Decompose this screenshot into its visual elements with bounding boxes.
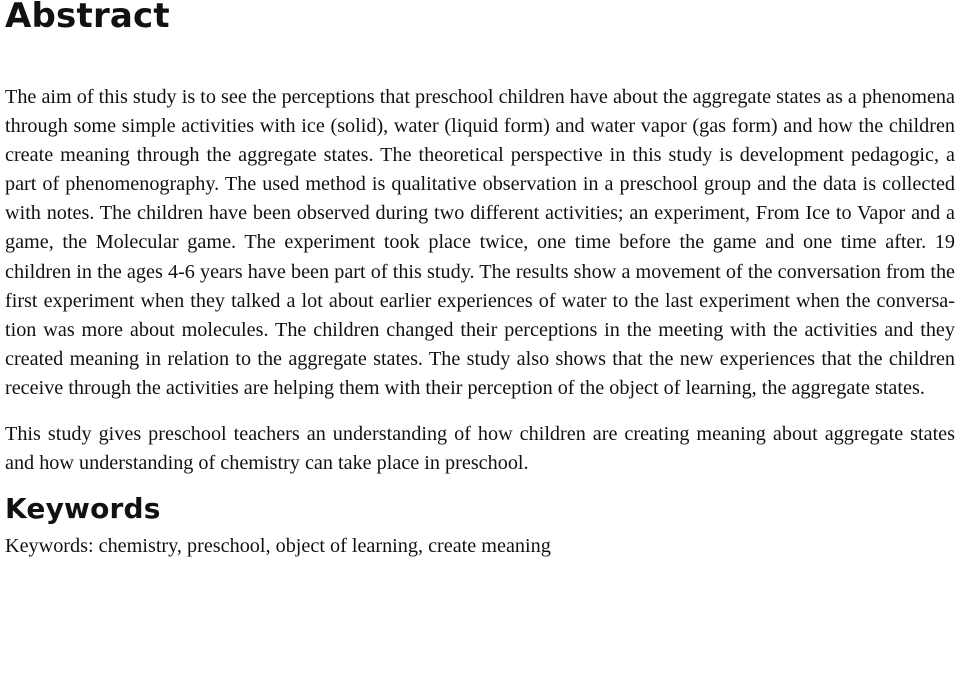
document-page	[5, 0, 955, 561]
abstract-heading: Abstract	[5, 0, 170, 36]
abstract-paragraph-1: The aim of this study is to see the perceptions that preschool children have about the aggregate states as a phenomena through some simple activities with ice (solid), water (liquid form) and water vapor (gas form) and how the children create meaning through the aggregate states. The theoretical perspective in this study is development pedagogic, a part of phenomenography. The used method is qualitative observation in a preschool group and the data is collected with notes. The children have been observed during two different activities; an experiment, From Ice to Vapor and a game, the Molecular game. The experiment took place twice, one time before the game and one time after. 19 children in the ages 4-6 years have been part of this study. The results show a movement of the conversation from the first experiment when they talked a lot about earlier experiences of water to the last experiment when the conversation was more about molecules. The children changed their perceptions in the meeting with the activities and they created meaning in relation to the aggregate states. The study also shows that the new experiences that the children receive through the activities are helping them with their perception of the object of learning, the aggregate states.	[5, 86, 955, 399]
abstract-paragraph-2: This study gives preschool teachers an understanding of how children are creating meaning about aggregate states and how understanding of chemistry can take place in preschool.	[5, 423, 955, 475]
keywords-heading: Keywords	[5, 492, 161, 526]
keywords-list: Keywords: chemistry, preschool, object of learning, create meaning	[5, 535, 551, 558]
